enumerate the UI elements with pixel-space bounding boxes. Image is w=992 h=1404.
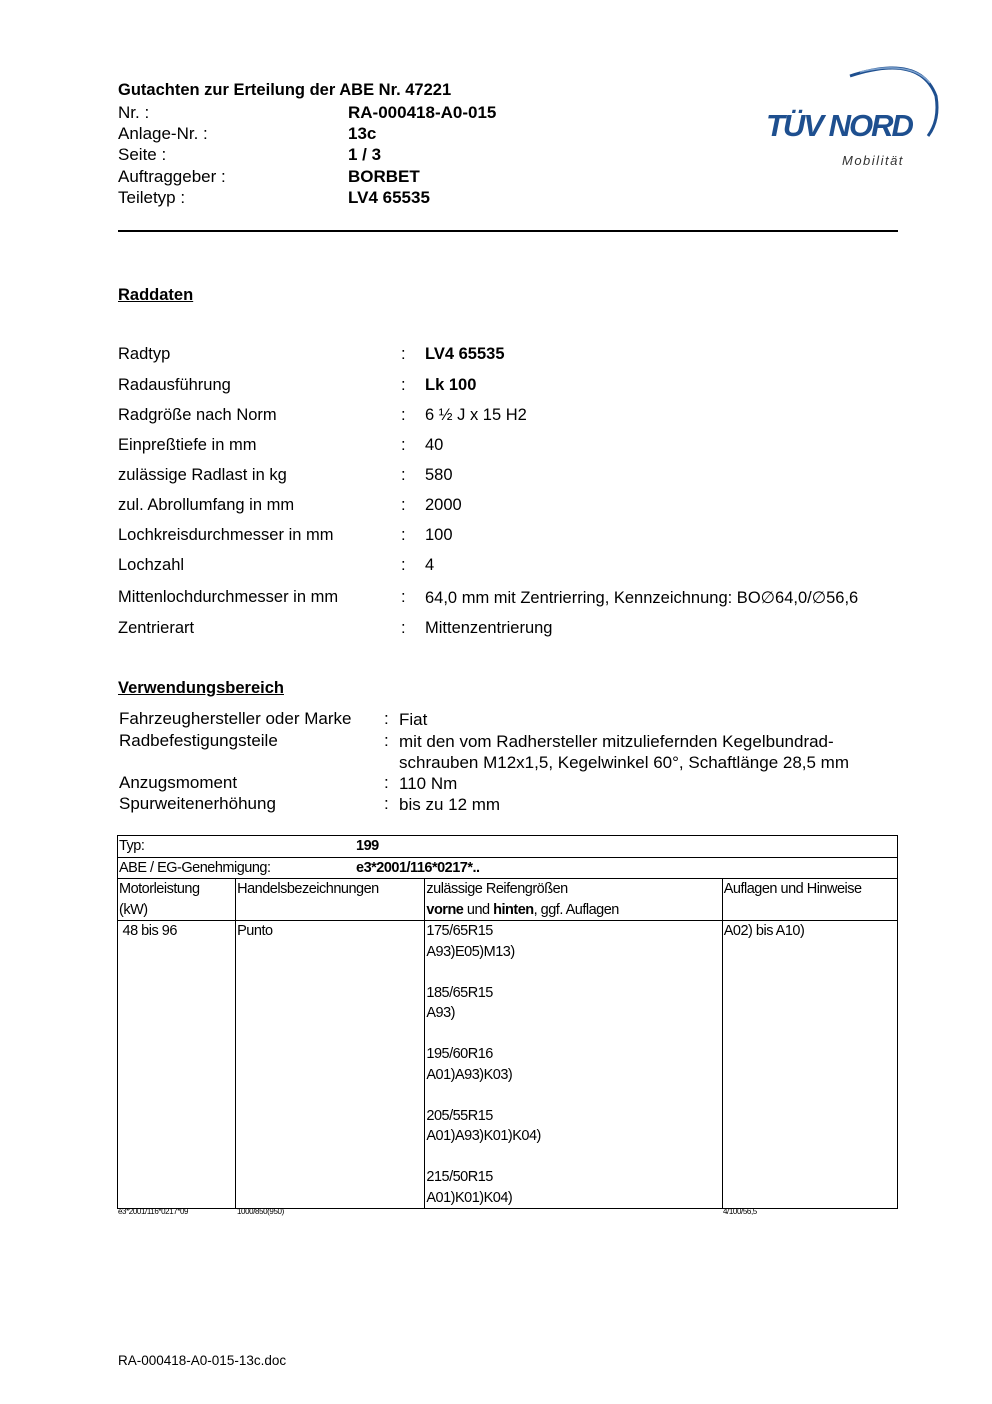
verwendung-value: Fiat <box>399 710 428 729</box>
col-header-motorleistung <box>118 879 236 921</box>
raddaten-label: zul. Abrollumfang in mm <box>118 496 295 514</box>
verwendung-label: Spurweitenerhöhung <box>119 794 276 813</box>
colon: : <box>401 436 406 454</box>
header-label-teiletyp: Teiletyp : <box>118 188 186 207</box>
header-value-nr: RA-000418-A0-015 <box>348 103 497 122</box>
raddaten-row <box>118 376 918 398</box>
raddaten-row <box>118 345 918 367</box>
raddaten-value: 64,0 mm mit Zentrierring, Kennzeichnung: BO∅64,0/∅56,6 <box>425 589 859 607</box>
verwendung-value: mit den vom Radhersteller mitzuliefernden Kegelbundrad- <box>399 732 834 751</box>
header-value-anlage: 13c <box>348 124 377 143</box>
vehicle-table <box>117 835 898 1209</box>
raddaten-row <box>118 406 918 428</box>
colon: : <box>384 794 389 813</box>
raddaten-value: LV4 65535 <box>425 345 505 363</box>
raddaten-row <box>118 619 918 641</box>
colon: : <box>401 345 406 363</box>
verwendung-label: Fahrzeughersteller oder Marke <box>119 709 352 728</box>
colon: : <box>401 376 406 394</box>
spacer <box>426 962 720 983</box>
col-header-reifen-line2 <box>426 900 720 921</box>
raddaten-value: 40 <box>425 436 444 454</box>
colon: : <box>401 466 406 484</box>
raddaten-label: Radausführung <box>118 376 231 394</box>
tyre-size: 185/65R15 <box>426 984 493 1001</box>
colon: : <box>401 588 406 606</box>
raddaten-label: Lochzahl <box>118 556 185 574</box>
tyre-notes: A01)A93)K03) <box>426 1066 513 1083</box>
tyre-size: 175/65R15 <box>426 923 493 939</box>
raddaten-value: 2000 <box>425 496 462 514</box>
abe-label: ABE / EG-Genehmigung: <box>119 859 271 876</box>
und-label: und <box>463 901 494 918</box>
colon: : <box>401 496 406 514</box>
col-header-handelsbezeichnungen: Handelsbezeichnungen <box>236 879 425 921</box>
header-label-seite: Seite : <box>118 145 167 164</box>
abe-cell <box>118 857 898 879</box>
header-value-teiletyp: LV4 65535 <box>348 188 430 207</box>
raddaten-row <box>118 588 918 610</box>
tyre-notes: A01)K01)K04) <box>426 1189 513 1206</box>
vorne-label: vorne <box>426 901 464 918</box>
header-divider <box>118 230 898 232</box>
colon: : <box>384 709 389 728</box>
tyre-notes: A93) <box>426 1005 456 1021</box>
verwendung-value: bis zu 12 mm <box>399 795 501 814</box>
raddaten-value: 580 <box>425 466 453 484</box>
spacer <box>426 1024 720 1045</box>
colon: : <box>401 619 406 637</box>
header-value-seite: 1 / 3 <box>348 145 382 164</box>
abe-value: e3*2001/116*0217*.. <box>356 859 480 876</box>
raddaten-label: Radgröße nach Norm <box>118 406 277 424</box>
tyre-size: 205/55R15 <box>426 1107 493 1124</box>
col-header-auflagen: Auflagen und Hinweise <box>722 879 897 921</box>
small-note-bolt: 4/100/56,5 <box>723 1207 757 1216</box>
raddaten-row <box>118 436 918 458</box>
table-row <box>118 921 898 1209</box>
colon: : <box>384 731 389 750</box>
table-row-abe <box>118 857 898 879</box>
cell-tyres <box>425 921 722 1209</box>
raddaten-value: Mittenzentrierung <box>425 619 553 637</box>
logo-brand: TÜV NORD <box>766 108 912 143</box>
raddaten-row <box>118 496 918 518</box>
raddaten-label: Radtyp <box>118 345 171 363</box>
table-row-typ <box>118 836 898 858</box>
raddaten-row <box>118 556 918 578</box>
raddaten-label: Einpreßtiefe in mm <box>118 436 257 454</box>
logo-sub: Mobilität <box>842 153 904 168</box>
raddaten-label: Mittenlochdurchmesser in mm <box>118 588 339 606</box>
colon: : <box>384 773 389 792</box>
footer-filename: RA-000418-A0-015-13c.doc <box>118 1353 287 1368</box>
raddaten-label: Zentrierart <box>118 619 195 637</box>
section-title-raddaten: Raddaten <box>118 286 194 304</box>
header-label-auftraggeber: Auftraggeber : <box>118 167 226 186</box>
tyre-notes: A93)E05)M13) <box>426 943 515 960</box>
header-label-anlage: Anlage-Nr. : <box>118 124 208 143</box>
col-header-motorleistung-line2: (kW) <box>119 901 148 918</box>
col-header-reifen-line1: zulässige Reifengrößen <box>426 881 568 897</box>
tyre-size: 195/60R16 <box>426 1046 493 1062</box>
raddaten-row <box>118 526 918 548</box>
col-header-reifengroessen <box>425 879 722 921</box>
tyre-notes: A01)A93)K01)K04) <box>426 1128 541 1144</box>
colon: : <box>401 526 406 544</box>
tuv-nord-logo <box>760 58 945 173</box>
header-label-nr: Nr. : <box>118 103 150 122</box>
section-title-verwendungsbereich: Verwendungsbereich <box>118 679 284 697</box>
ggf-label: , ggf. Auflagen <box>533 901 619 918</box>
spacer <box>426 1085 720 1106</box>
raddaten-label: Lochkreisdurchmesser in mm <box>118 526 334 544</box>
typ-label: Typ: <box>119 838 145 854</box>
raddaten-value: 6 ½ J x 15 H2 <box>425 406 527 424</box>
col-header-motorleistung-line1: Motorleistung <box>119 881 200 897</box>
spacer <box>426 1147 720 1168</box>
verwendung-value-line2: schrauben M12x1,5, Kegelwinkel 60°, Schaftlänge 28,5 mm <box>399 753 850 772</box>
small-note-approval: e3*2001/116*0217*09 <box>118 1207 189 1216</box>
cell-name: Punto <box>236 921 425 1209</box>
table-header-row <box>118 879 898 921</box>
small-note-load: 1000/850(950) <box>237 1207 284 1216</box>
tyre-size: 215/50R15 <box>426 1169 493 1185</box>
raddaten-label: zulässige Radlast in kg <box>118 466 287 484</box>
colon: : <box>401 406 406 424</box>
cell-power: 48 bis 96 <box>118 921 236 1209</box>
raddaten-value: 4 <box>425 556 435 574</box>
verwendung-value: 110 Nm <box>399 774 458 793</box>
cell-auflagen: A02) bis A10) <box>722 921 897 1209</box>
document-title: Gutachten zur Erteilung der ABE Nr. 47221 <box>118 81 452 99</box>
verwendung-label: Radbefestigungsteile <box>119 731 278 750</box>
raddaten-value: Lk 100 <box>425 376 477 394</box>
hinten-label: hinten <box>493 901 534 918</box>
raddaten-row <box>118 466 918 488</box>
colon: : <box>401 556 406 574</box>
verwendung-label: Anzugsmoment <box>119 773 238 792</box>
typ-value: 199 <box>356 838 379 854</box>
raddaten-value: 100 <box>425 526 453 544</box>
header-value-auftraggeber: BORBET <box>348 167 420 186</box>
typ-cell <box>118 836 898 858</box>
